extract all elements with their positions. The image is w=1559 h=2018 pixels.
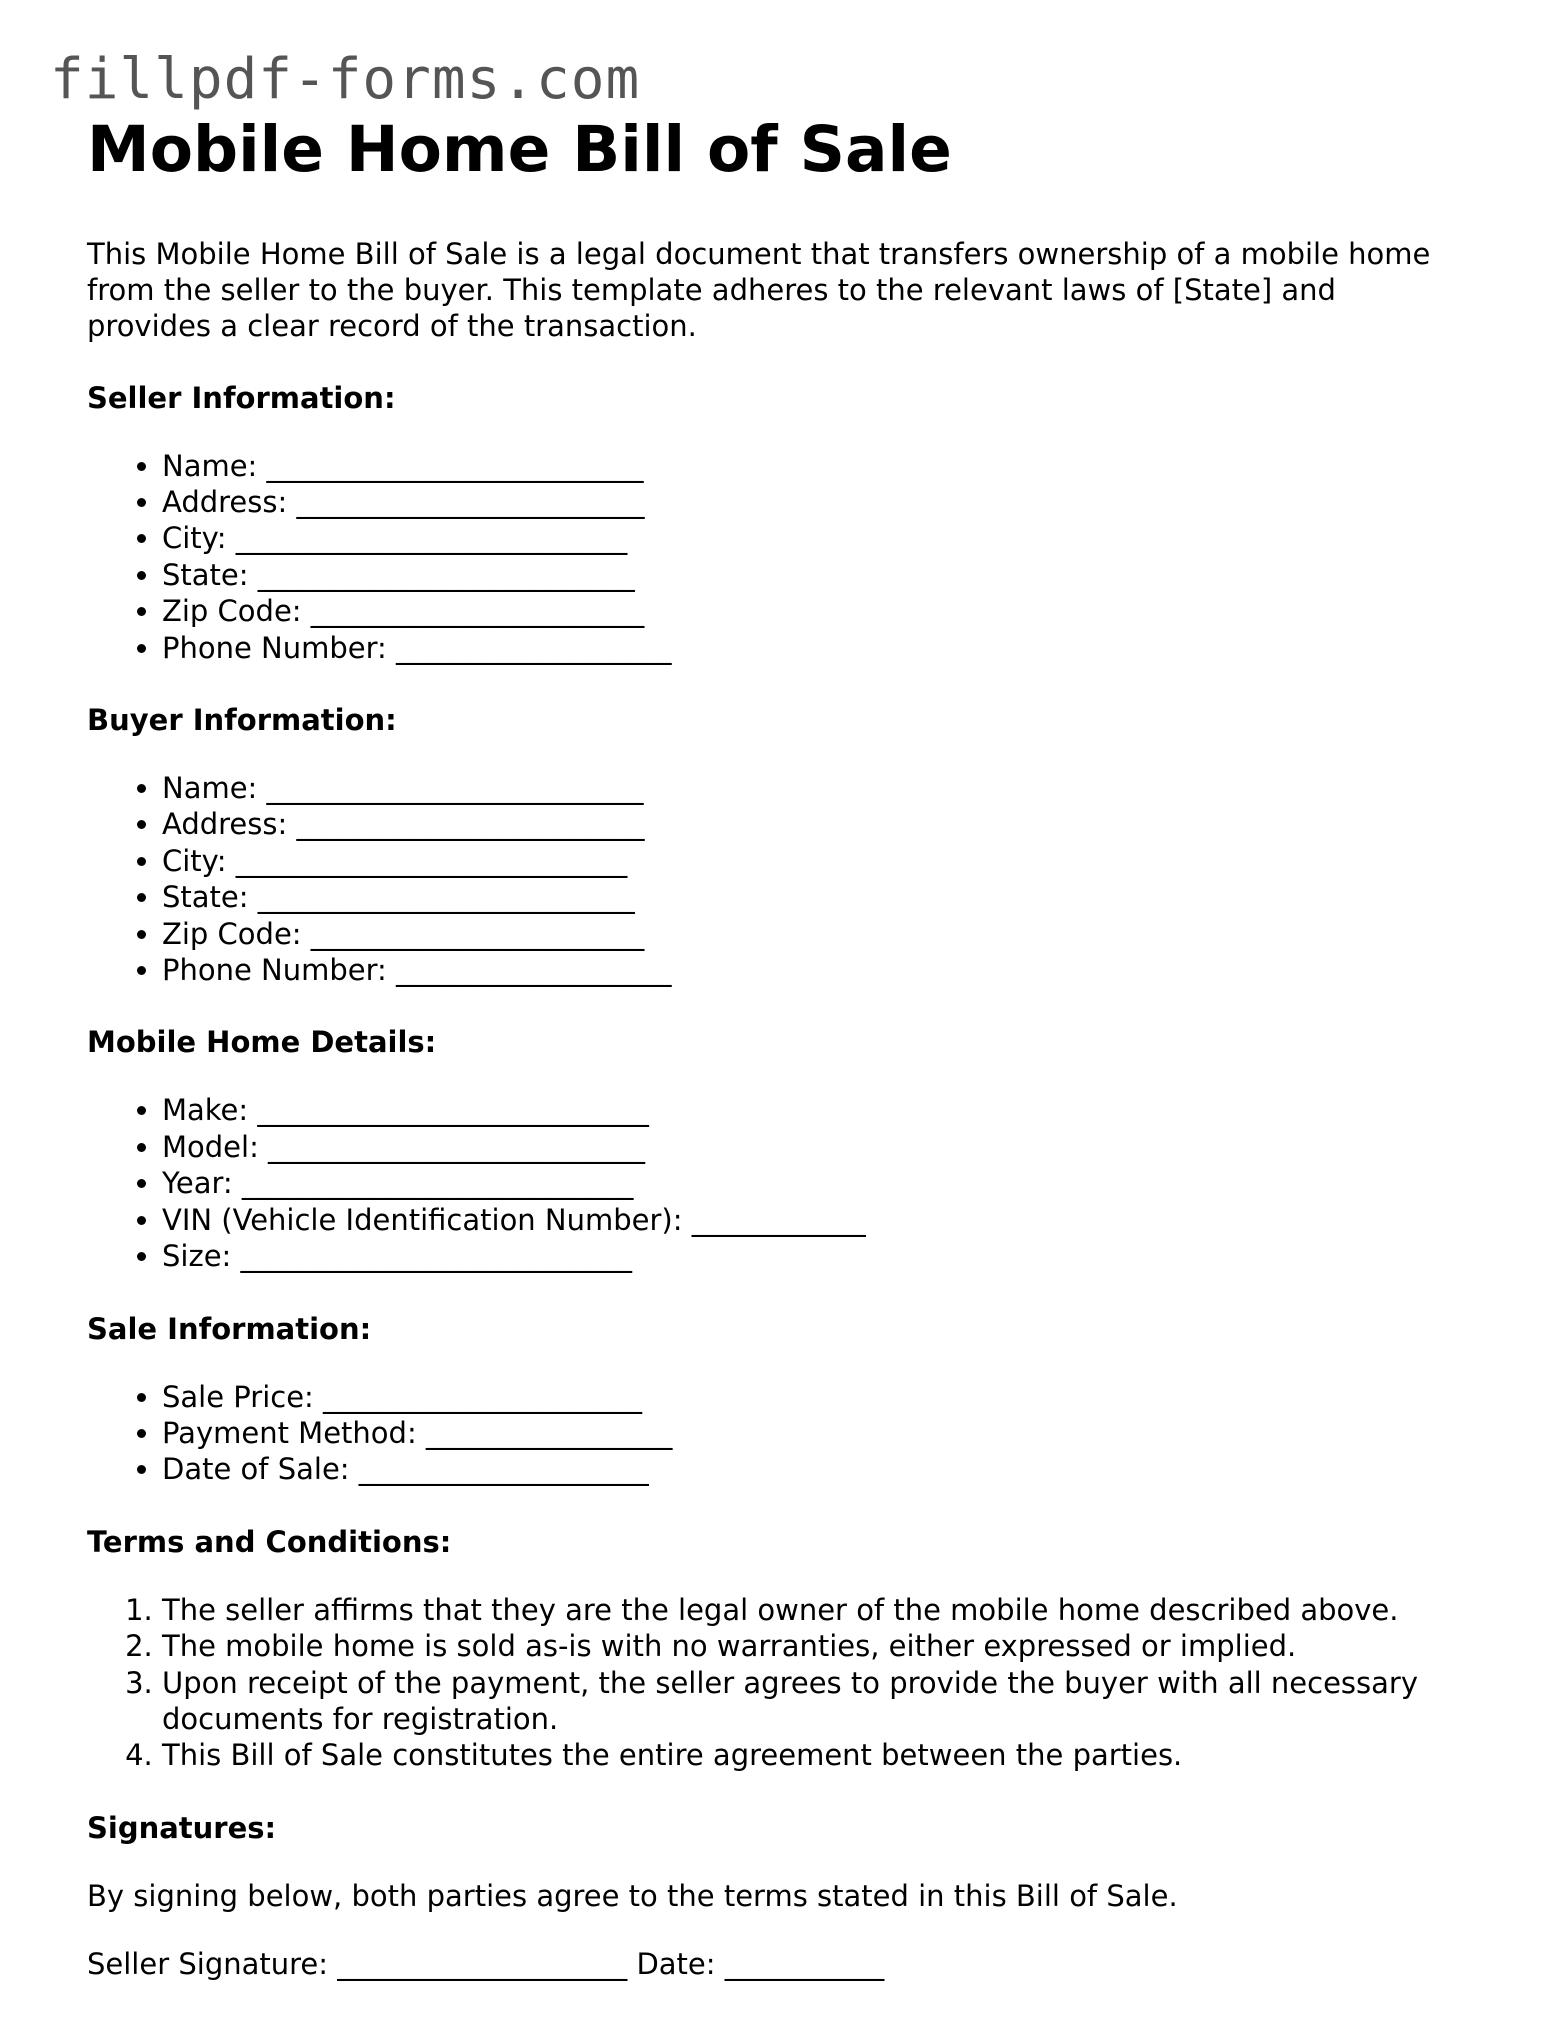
home-vin-field[interactable]: • VIN (Vehicle Identification Number): ____________ xyxy=(162,1202,1487,1238)
buyer-state-field[interactable]: • State: __________________________ xyxy=(162,879,1487,915)
terms-list xyxy=(87,1592,1487,1774)
home-size-field[interactable]: • Size: ___________________________ xyxy=(162,1238,1487,1274)
seller-zip-field[interactable]: • Zip Code: _______________________ xyxy=(162,593,1487,629)
home-details-heading: Mobile Home Details: xyxy=(87,1025,437,1060)
buyer-city-field[interactable]: • City: ___________________________ xyxy=(162,843,1487,879)
document-page xyxy=(87,112,1487,1982)
home-make-field[interactable]: • Make: ___________________________ xyxy=(162,1092,1487,1128)
seller-signature-line[interactable]: Seller Signature: ____________________ Date: ___________ xyxy=(87,1946,885,1981)
sale-info-list xyxy=(87,1379,1487,1488)
term-item: 4. This Bill of Sale constitutes the entire agreement between the parties. xyxy=(162,1737,1487,1773)
buyer-phone-field[interactable]: • Phone Number: ___________________ xyxy=(162,952,1487,988)
seller-state-field[interactable]: • State: __________________________ xyxy=(162,557,1487,593)
seller-name-field[interactable]: • Name: __________________________ xyxy=(162,448,1487,484)
signature-statement: By signing below, both parties agree to the terms stated in this Bill of Sale. xyxy=(87,1878,1178,1913)
home-year-field[interactable]: • Year: ___________________________ xyxy=(162,1165,1487,1201)
seller-phone-field[interactable]: • Phone Number: ___________________ xyxy=(162,630,1487,666)
page-title: Mobile Home Bill of Sale xyxy=(87,113,952,186)
buyer-heading: Buyer Information: xyxy=(87,703,397,738)
seller-address-field[interactable]: • Address: ________________________ xyxy=(162,484,1487,520)
intro-paragraph: This Mobile Home Bill of Sale is a legal document that transfers ownership of a mobile home from the seller to the buyer. This template adheres to the relevant laws of [State] and provides a clear record of the transaction. xyxy=(87,236,1431,343)
watermark: fillpdf-forms.com xyxy=(50,47,641,112)
signatures-heading: Signatures: xyxy=(87,1810,277,1845)
buyer-list xyxy=(87,770,1487,988)
seller-list xyxy=(87,448,1487,666)
buyer-name-field[interactable]: • Name: __________________________ xyxy=(162,770,1487,806)
terms-heading: Terms and Conditions: xyxy=(87,1524,452,1559)
sale-price-field[interactable]: • Sale Price: ______________________ xyxy=(162,1379,1487,1415)
buyer-zip-field[interactable]: • Zip Code: _______________________ xyxy=(162,916,1487,952)
seller-heading: Seller Information: xyxy=(87,380,396,415)
term-item: 2. The mobile home is sold as-is with no warranties, either expressed or implied. xyxy=(162,1628,1487,1664)
payment-method-field[interactable]: • Payment Method: _________________ xyxy=(162,1415,1487,1451)
seller-city-field[interactable]: • City: ___________________________ xyxy=(162,520,1487,556)
date-of-sale-field[interactable]: • Date of Sale: ____________________ xyxy=(162,1451,1487,1487)
sale-info-heading: Sale Information: xyxy=(87,1311,372,1346)
buyer-address-field[interactable]: • Address: ________________________ xyxy=(162,806,1487,842)
term-item: 1. The seller affirms that they are the legal owner of the mobile home described above. xyxy=(162,1592,1487,1628)
home-details-list xyxy=(87,1092,1487,1274)
term-item: 3. Upon receipt of the payment, the seller agrees to provide the buyer with all necessary documents for registration. xyxy=(162,1665,1487,1738)
home-model-field[interactable]: • Model: __________________________ xyxy=(162,1129,1487,1165)
